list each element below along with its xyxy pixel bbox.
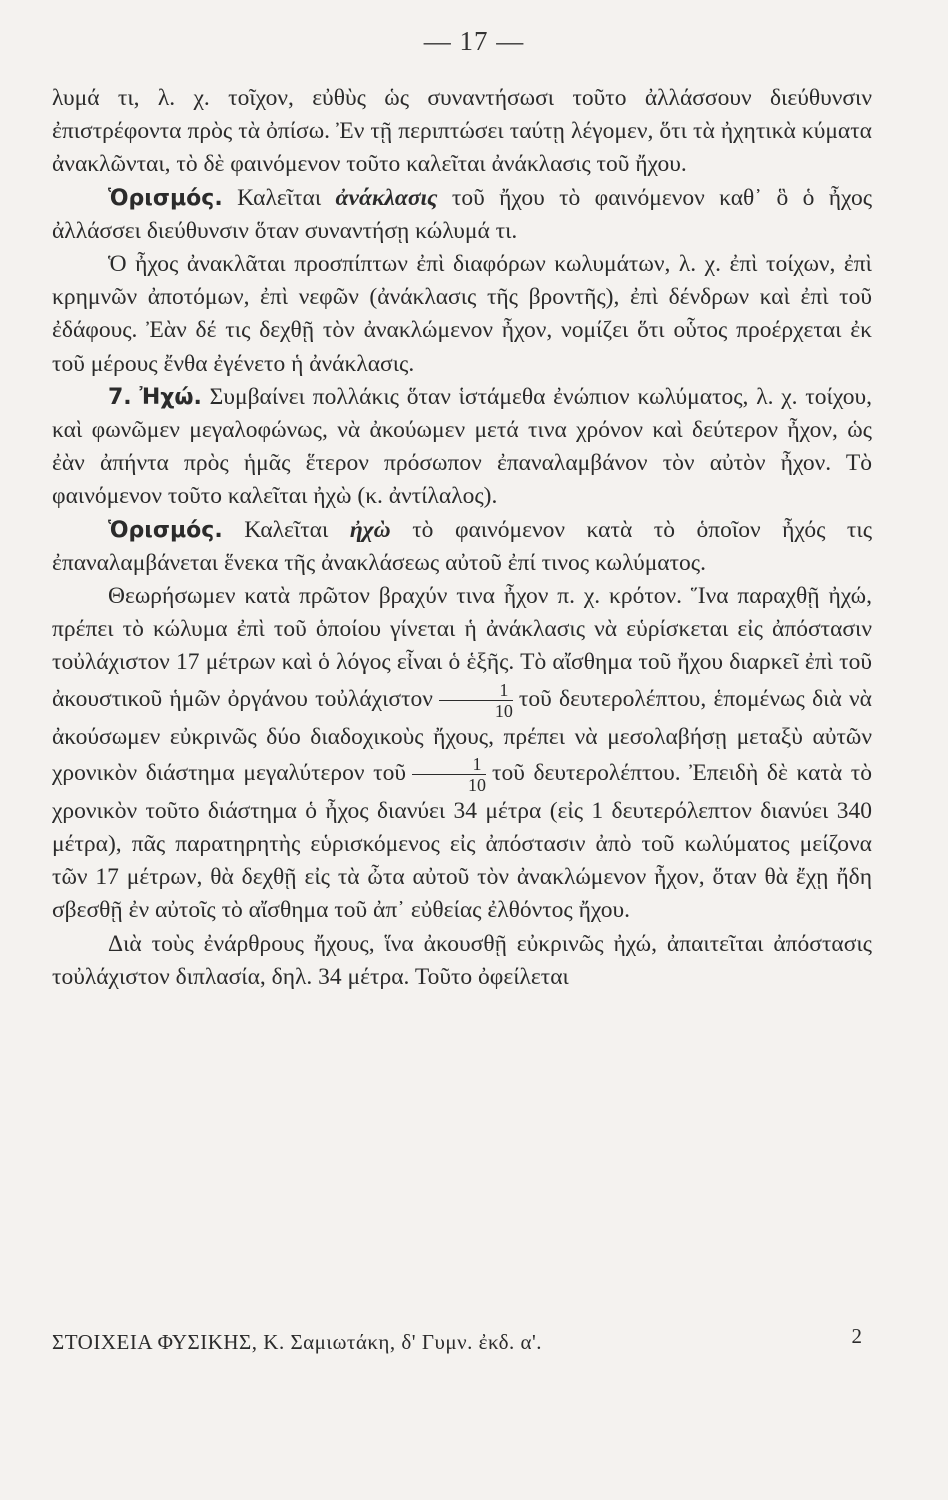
definition-reflection [52, 182, 872, 248]
fraction-one-tenth [412, 754, 486, 795]
definition-text-before: Καλεῖται [222, 184, 336, 211]
paragraph-continuation: λυμά τι, λ. χ. τοῖχον, εὐθὺς ὡς συναντήσωσι τοῦτο ἀλλάσσουν διεύθυνσιν ἐπιστρέφοντα πρὸς τὰ ὀπίσω. Ἐν τῇ περιπτώσει ταύτῃ λέγομεν, ὅτι τὰ ἠχητικὰ κύματα ἀνακλῶνται, τὸ δὲ φαινόμενον τοῦτο καλεῖται ἀνάκλασις τοῦ ἤχου. [52, 85, 872, 178]
paragraph-text-part2: τοῦ δευτερολέπτου, ἑπομένως διὰ νὰ ἀκούσωμεν εὐκρινῶς δύο διαδοχικοὺς ἤχους, πρέπει νὰ μεσολαβήσῃ μεταξὺ αὐτῶν χρονικὸν διάστημα μεγαλύτερον τοῦ [52, 685, 872, 786]
definition-echo [52, 514, 872, 580]
paragraph-echo-distance [52, 580, 872, 928]
definition-term: ἠχὼ [349, 516, 391, 543]
definition-text-after: τοῦ ἤχου τὸ φαινόμενον καθ᾽ ὃ ὁ ἦχος ἀλλάσσει διεύθυνσιν ὅταν συναντήσῃ κώλυμά τι. [52, 184, 872, 244]
fraction-one-tenth [439, 680, 513, 721]
footer-signature-mark: 2 [851, 1324, 862, 1348]
definition-label: Ὁρισμός. [108, 517, 223, 543]
page-number: — 17 — [423, 26, 525, 56]
fraction-denominator: 10 [468, 774, 486, 795]
paragraph-reflection-examples: Ὁ ἦχος ἀνακλᾶται προσπίπτων ἐπὶ διαφόρων κωλυμάτων, λ. χ. ἐπὶ τοίχων, ἐπὶ κρημνῶν ἀποτόμων, ἐπὶ νεφῶν (ἀνάκλασις τῆς βροντῆς), ἐπὶ δένδρων καὶ ἐπὶ τοῦ ἐδάφους. Ἐὰν δέ τις δεχθῇ τὸν ἀνακλώμενον ἦχον, νομίζει ὅτι οὗτος προέρχεται ἐκ τοῦ μέρους ἔνθα ἐγένετο ἡ ἀνάκλασις. [52, 251, 872, 377]
definition-text-before: Καλεῖται [222, 516, 350, 543]
section-echo [52, 381, 872, 514]
paragraph-articulate-sounds: Διὰ τοὺς ἐνάρθρους ἤχους, ἵνα ἀκουσθῇ εὐκρινῶς ἠχώ, ἀπαιτεῖται ἀπόστασις τοὐλάχιστον διπλασία, δηλ. 34 μέτρα. Τοῦτο ὀφείλεται [52, 930, 872, 990]
paragraph-text-part1: Θεωρήσωμεν κατὰ πρῶτον βραχύν τινα ἦχον π. χ. κρότον. Ἵνα παραχθῇ ἠχώ, πρέπει τὸ κώλυμα ἐπὶ τοῦ ὁποίου γίνεται ἡ ἀνάκλασις νὰ εὑρίσκεται εἰς ἀπόστασιν τοὐλάχιστον 17 μέτρων καὶ ὁ λόγος εἶναι ὁ ἑξῆς. Τὸ αἴσθημα τοῦ ἤχου διαρκεῖ ἐπὶ τοῦ ἀκουστικοῦ ἡμῶν ὀργάνου τοὐλάχιστον [52, 583, 872, 712]
fraction-numerator: 1 [439, 680, 513, 701]
section-title: Ἠχώ. [139, 384, 202, 410]
paragraph-text-part3: τοῦ δευτερολέπτου. Ἐπειδὴ δὲ κατὰ τὸ χρονικὸν τοῦτο διάστημα ὁ ἦχος διανύει 34 μέτρα (εἰς 1 δευτερόλεπτον διανύει 340 μέτρα), πᾶς παρατηρητὴς εὑρισκόμενος εἰς ἀπόστασιν ἀπὸ τοῦ κωλύματος μείζονα τῶν 17 μέτρων, θὰ δεχθῇ εἰς τὰ ὦτα αὐτοῦ τὸν ἀνακλώμενον ἦχον, ὅταν θὰ ἔχῃ ἤδη σβεσθῇ ἐν αὐτοῖς τὸ αἴσθημα τοῦ ἀπ᾽ εὐθείας ἐλθόντος ἤχου. [52, 759, 872, 924]
section-text: Συμβαίνει πολλάκις ὅταν ἱστάμεθα ἐνώπιον κωλύματος, λ. χ. τοίχου, καὶ φωνῶμεν μεγαλοφώνως, νὰ ἀκούωμεν μετά τινα χρόνον καὶ δεύτερον ἦχον, ὡς ἐὰν ἀπήντα πρὸς ἡμᾶς ἕτερον πρόσωπον ἐπαναλαμβάνον τὸν αὐτὸν ἦχον. Τὸ φαινόμενον τοῦτο καλεῖται ἠχὼ (κ. ἀντίλαλος). [52, 383, 872, 510]
definition-text-after: τὸ φαινόμενον κατὰ τὸ ὁποῖον ἦχός τις ἐπαναλαμβάνεται ἕνεκα τῆς ἀνακλάσεως αὐτοῦ ἐπί τινος κωλύματος. [52, 516, 873, 576]
definition-term: ἀνάκλασις [335, 184, 438, 211]
footer-book-title: ΣΤΟΙΧΕΙΑ ΦΥΣΙΚΗΣ, Κ. Σαμιωτάκη, δ' Γυμν. ἐκδ. α'. [52, 1330, 542, 1354]
definition-label: Ὁρισμός. [108, 185, 223, 211]
page-body-text [52, 82, 872, 994]
fraction-denominator: 10 [494, 700, 513, 721]
section-number: 7. [108, 384, 132, 410]
page-footer [52, 1324, 862, 1355]
fraction-numerator: 1 [412, 754, 486, 775]
